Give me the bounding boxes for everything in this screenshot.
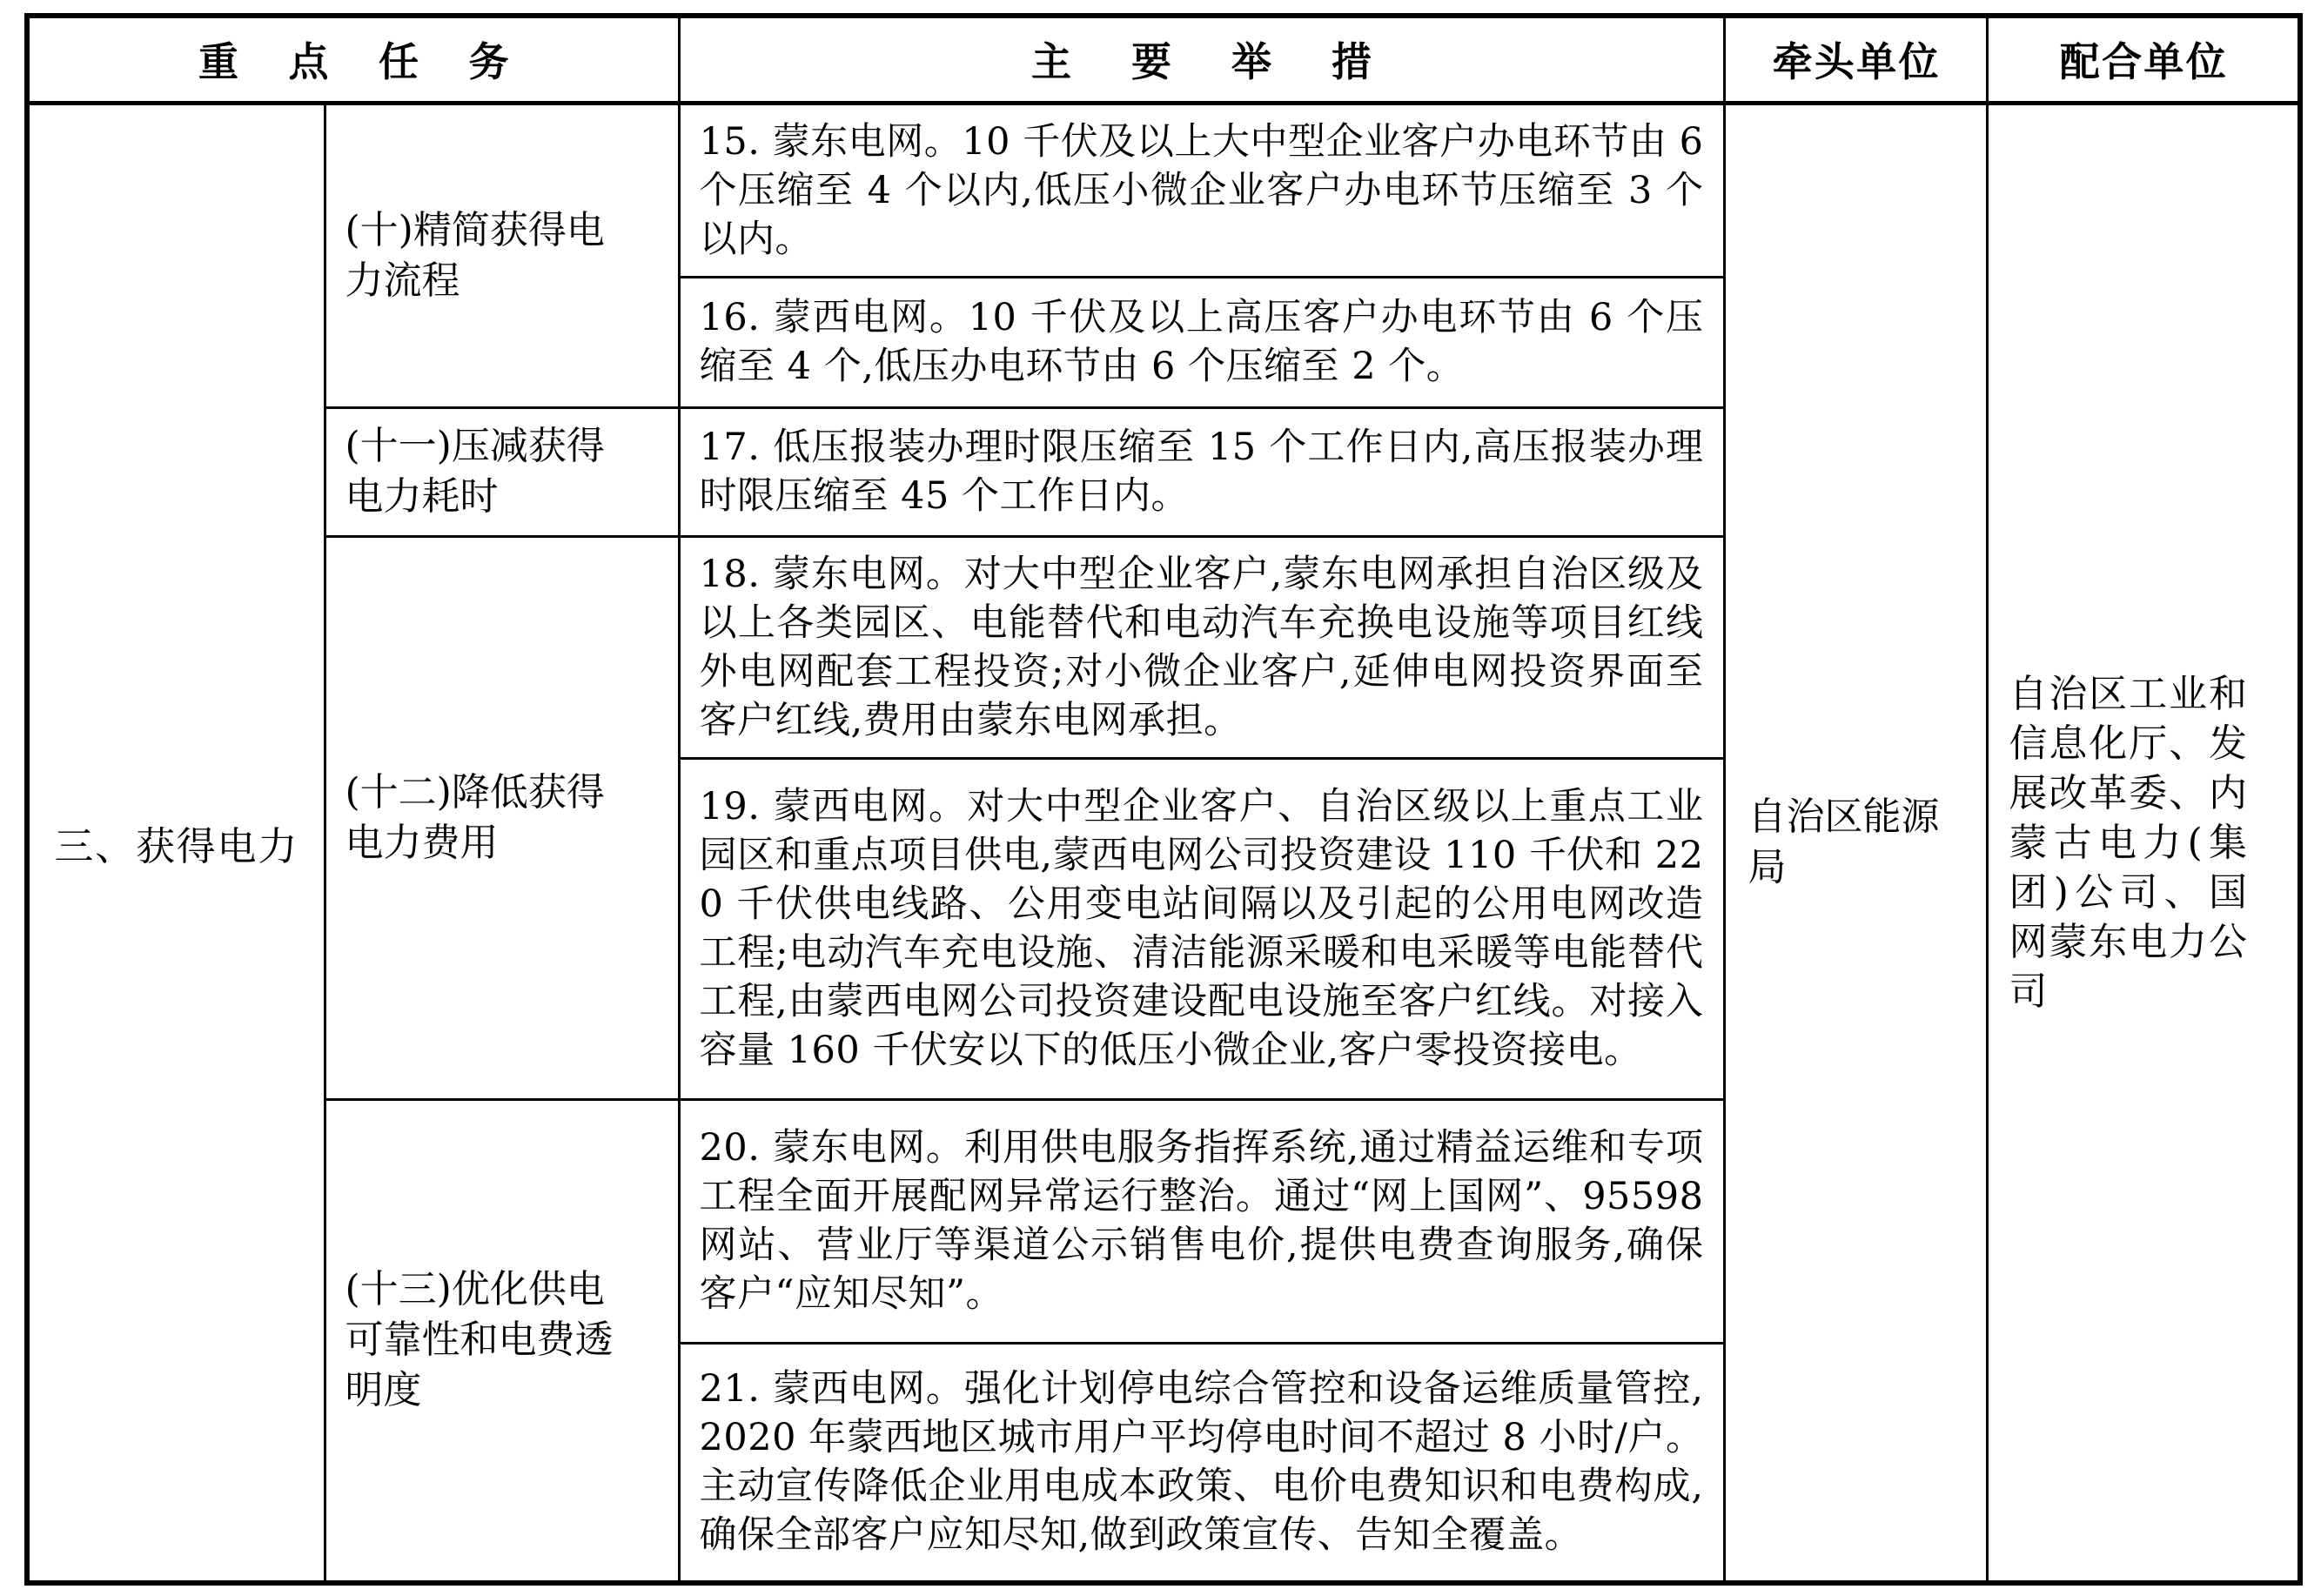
measure-cell-20: 20. 蒙东电网。利用供电服务指挥系统,通过精益运维和专项工程全面开展配网异常运行整治。通过“网上国网”、95598 网站、营业厅等渠道公示销售电价,提供电费查询服务,确保客户“应知尽知”。 [679, 1099, 1724, 1343]
task-cell-11: (十一)压减获得电力耗时 [325, 407, 679, 536]
measure-cell-21: 21. 蒙西电网。强化计划停电综合管控和设备运维质量管控,2020 年蒙西地区城市用户平均停电时间不超过 8 小时/户。主动宣传降低企业用电成本政策、电价电费知识和电费构成,确保全部客户应知尽知,做到政策宣传、告知全覆盖。 [679, 1343, 1724, 1583]
col-header-measures-label: 主要举措 [1031, 38, 1432, 86]
measure-cell-17: 17. 低压报装办理时限压缩至 15 个工作日内,高压报装办理时限压缩至 45 个工作日内。 [679, 407, 1724, 536]
col-header-key-tasks [27, 16, 679, 103]
task-cell-10: (十)精简获得电力流程 [325, 103, 679, 407]
col-header-support-unit [1987, 16, 2300, 103]
task-table [24, 13, 2303, 1586]
col-header-measures [679, 16, 1724, 103]
measure-cell-19: 19. 蒙西电网。对大中型企业客户、自治区级以上重点工业园区和重点项目供电,蒙西电网公司投资建设 110 千伏和 220 千伏供电线路、公用变电站间隔以及引起的公用电网改造工程;电动汽车充电设施、清洁能源采暖和电采暖等电能替代工程,由蒙西电网公司投资建设配电设施至客户红线。对接入容量 160 千伏安以下的低压小微企业,客户零投资接电。 [679, 758, 1724, 1099]
task-cell-12: (十二)降低获得电力费用 [325, 536, 679, 1099]
task-cell-13: (十三)优化供电可靠性和电费透明度 [325, 1099, 679, 1583]
measure-cell-16: 16. 蒙西电网。10 千伏及以上高压客户办电环节由 6 个压缩至 4 个,低压办电环节由 6 个压缩至 2 个。 [679, 277, 1724, 407]
col-header-lead-unit [1724, 16, 1987, 103]
header-row [27, 16, 2300, 103]
measure-cell-15: 15. 蒙东电网。10 千伏及以上大中型企业客户办电环节由 6 个压缩至 4 个以内,低压小微企业客户办电环节压缩至 3 个以内。 [679, 103, 1724, 277]
col-header-support-unit-label: 配合单位 [2059, 38, 2228, 86]
support-unit-cell: 自治区工业和信息化厅、发展改革委、内蒙古电力(集团)公司、国网蒙东电力公司 [1987, 103, 2300, 1583]
lead-unit-cell: 自治区能源局 [1724, 103, 1987, 1583]
category-cell: 三、获得电力 [27, 103, 325, 1583]
measure-cell-18: 18. 蒙东电网。对大中型企业客户,蒙东电网承担自治区级及以上各类园区、电能替代和电动汽车充换电设施等项目红线外电网配套工程投资;对小微企业客户,延伸电网投资界面至客户红线,费用由蒙东电网承担。 [679, 536, 1724, 758]
table-row-measure-15 [27, 103, 2300, 277]
col-header-key-tasks-label: 重点任务 [198, 38, 559, 86]
col-header-lead-unit-label: 牵头单位 [1772, 38, 1941, 86]
